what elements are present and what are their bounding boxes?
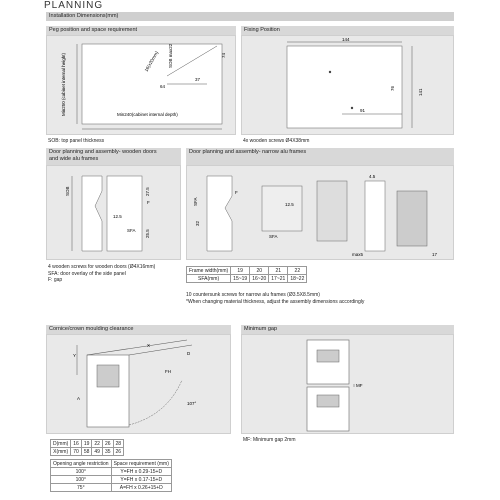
frame-table-header bbox=[187, 267, 307, 275]
angle-table-cell: Y=FH x 0.17-15+D bbox=[111, 476, 171, 484]
cornice-table-cell: 49 bbox=[92, 448, 103, 456]
narrow-label-sfa-left: SFA bbox=[193, 197, 198, 206]
angle-table-cell: 75° bbox=[51, 484, 112, 492]
cornice-label-angle: 107° bbox=[187, 401, 197, 406]
wide-note-2: SFA: door overlay of the side panel bbox=[48, 270, 126, 277]
cornice-diagram bbox=[47, 335, 232, 435]
wide-note-1: 4 wooden screws for wooden doors (Ø4X16mm) bbox=[48, 264, 156, 270]
angle-table bbox=[50, 459, 172, 492]
frame-table-cell: 21 bbox=[269, 267, 288, 275]
peg-label-74: 74 bbox=[221, 52, 226, 58]
door-wide-diagram bbox=[47, 166, 182, 261]
gap-panel bbox=[241, 334, 454, 434]
wide-label-f: F bbox=[147, 200, 150, 205]
frame-table-cell: 15~19 bbox=[231, 275, 250, 283]
frame-table-cell: 17~21 bbox=[269, 275, 288, 283]
door-wide-panel-title bbox=[46, 148, 181, 165]
cornice-label-a: A bbox=[77, 396, 81, 401]
wide-label-12-5: 12.5 bbox=[113, 214, 122, 219]
fixing-panel-title: Fixing Position bbox=[241, 26, 454, 35]
peg-label-64: 64 bbox=[160, 84, 166, 89]
gap-panel-title: Minimum gap bbox=[241, 325, 454, 334]
door-wide-title-line2: and wide alu frames bbox=[49, 156, 99, 162]
narrow-label-4-5: 4.5 bbox=[369, 174, 376, 179]
door-wide-title-line1: Door planning and assembly- wooden doors bbox=[49, 149, 157, 155]
narrow-label-f: F bbox=[235, 190, 238, 195]
angle-table-row bbox=[51, 476, 172, 484]
screws-note: 4x wooden screws Ø4X38mm bbox=[243, 138, 310, 144]
door-narrow-panel bbox=[186, 165, 454, 260]
narrow-label-32: 32 bbox=[195, 220, 200, 226]
wide-note-3: F: gap bbox=[48, 277, 63, 283]
peg-panel-title: Peg position and space requirement bbox=[46, 26, 236, 35]
angle-table-cell: A=FH x 0.26+15+D bbox=[111, 484, 171, 492]
cornice-table-row bbox=[51, 440, 124, 448]
narrow-label-17: 17 bbox=[432, 252, 438, 257]
fixing-label-144: 144 bbox=[342, 37, 350, 42]
cornice-label-d: D bbox=[187, 351, 191, 356]
narrow-label-sfa: SFA bbox=[269, 234, 278, 239]
angle-table-row bbox=[51, 484, 172, 492]
frame-table-cell: 22 bbox=[288, 267, 307, 275]
fixing-hole-1 bbox=[329, 71, 331, 73]
angle-table-header bbox=[51, 460, 172, 468]
cornice-label-fh: FH bbox=[165, 369, 171, 374]
peg-diagram bbox=[47, 36, 237, 136]
narrow-note-1: 10 countersunk screws for narrow alu frames (Ø3.5X8.5mm) bbox=[186, 292, 320, 298]
frame-table-cell: 16~20 bbox=[250, 275, 269, 283]
cornice-label-y: Y bbox=[73, 353, 77, 358]
cornice-table-cell: 26 bbox=[102, 440, 113, 448]
fixing-hole-2 bbox=[351, 107, 353, 109]
angle-table-cell: Space requirement (mm) bbox=[111, 460, 171, 468]
sob-note: SOB: top panel thickness bbox=[48, 138, 105, 144]
frame-width-table bbox=[186, 266, 307, 283]
cornice-table-cell: 26 bbox=[113, 448, 124, 456]
cornice-table-cell: 70 bbox=[71, 448, 82, 456]
narrow-label-max5: max5 bbox=[352, 252, 364, 257]
door-narrow-panel-title: Door planning and assembly- narrow alu frames bbox=[186, 148, 454, 165]
cornice-table-cell: 16 bbox=[71, 440, 82, 448]
cornice-table bbox=[50, 439, 124, 456]
angle-table-cell: 100° bbox=[51, 468, 112, 476]
cornice-table-cell: 28 bbox=[113, 440, 124, 448]
cornice-panel-title: Cornice/crown moulding clearance bbox=[46, 325, 231, 334]
gap-diagram bbox=[242, 335, 455, 435]
angle-table-cell: Y=FH x 0.29-15+D bbox=[111, 468, 171, 476]
page-heading: PLANNING bbox=[44, 0, 104, 11]
fixing-panel bbox=[241, 35, 454, 135]
peg-label-min250: Min250 (cabinet internal height) bbox=[61, 52, 66, 116]
fixing-label-141: 141 bbox=[418, 88, 423, 96]
cornice-table-cell: 58 bbox=[81, 448, 92, 456]
frame-table-cell: Frame width(mm) bbox=[187, 267, 231, 275]
narrow-label-12-5: 12.5 bbox=[285, 202, 294, 207]
door-narrow-diagram bbox=[187, 166, 455, 261]
cornice-table-cell: 22 bbox=[92, 440, 103, 448]
fixing-label-76: 76 bbox=[390, 85, 395, 91]
frame-table-cell: 20 bbox=[250, 267, 269, 275]
wide-notes bbox=[48, 264, 155, 284]
wide-label-27-5: 27.5 bbox=[145, 187, 150, 196]
narrow-notes bbox=[186, 292, 364, 305]
cornice-table-cell: X(mm) bbox=[51, 448, 71, 456]
narrow-note-2: *When changing material thickness, adjust the assembly dimensions accordingly bbox=[186, 298, 365, 305]
angle-table-cell: 100° bbox=[51, 476, 112, 484]
peg-label-sob: SOB max22 bbox=[168, 43, 173, 68]
peg-panel bbox=[46, 35, 236, 135]
gap-label-mf: MF bbox=[356, 383, 363, 388]
fixing-label-91: 91 bbox=[360, 108, 366, 113]
angle-table-row bbox=[51, 468, 172, 476]
cornice-table-cell: 19 bbox=[81, 440, 92, 448]
cornice-panel bbox=[46, 334, 231, 434]
wide-label-sfa: SFA bbox=[127, 228, 136, 233]
frame-table-row bbox=[187, 275, 307, 283]
section-install-dimensions: Installation Dimensions(mm) bbox=[46, 12, 454, 21]
cornice-table-cell: D(mm) bbox=[51, 440, 71, 448]
peg-label-37: 37 bbox=[195, 77, 201, 82]
wide-label-sob: SOB bbox=[65, 186, 70, 196]
frame-table-cell: 19 bbox=[231, 267, 250, 275]
peg-label-16: 16(x20mm) bbox=[143, 50, 160, 73]
door-wide-panel bbox=[46, 165, 181, 260]
peg-label-min240: Min240(cabinet internal depth) bbox=[117, 112, 178, 117]
cornice-table-cell: 35 bbox=[102, 448, 113, 456]
angle-table-cell: Opening angle restriction bbox=[51, 460, 112, 468]
fixing-diagram bbox=[242, 36, 455, 136]
cornice-table-row bbox=[51, 448, 124, 456]
cornice-label-x: X bbox=[147, 343, 151, 348]
wide-label-25-5: 25.5 bbox=[145, 229, 150, 238]
frame-table-cell: SFA(mm) bbox=[187, 275, 231, 283]
frame-table-cell: 18~22 bbox=[288, 275, 307, 283]
gap-note: MF: Minimum gap 2mm bbox=[243, 437, 296, 443]
